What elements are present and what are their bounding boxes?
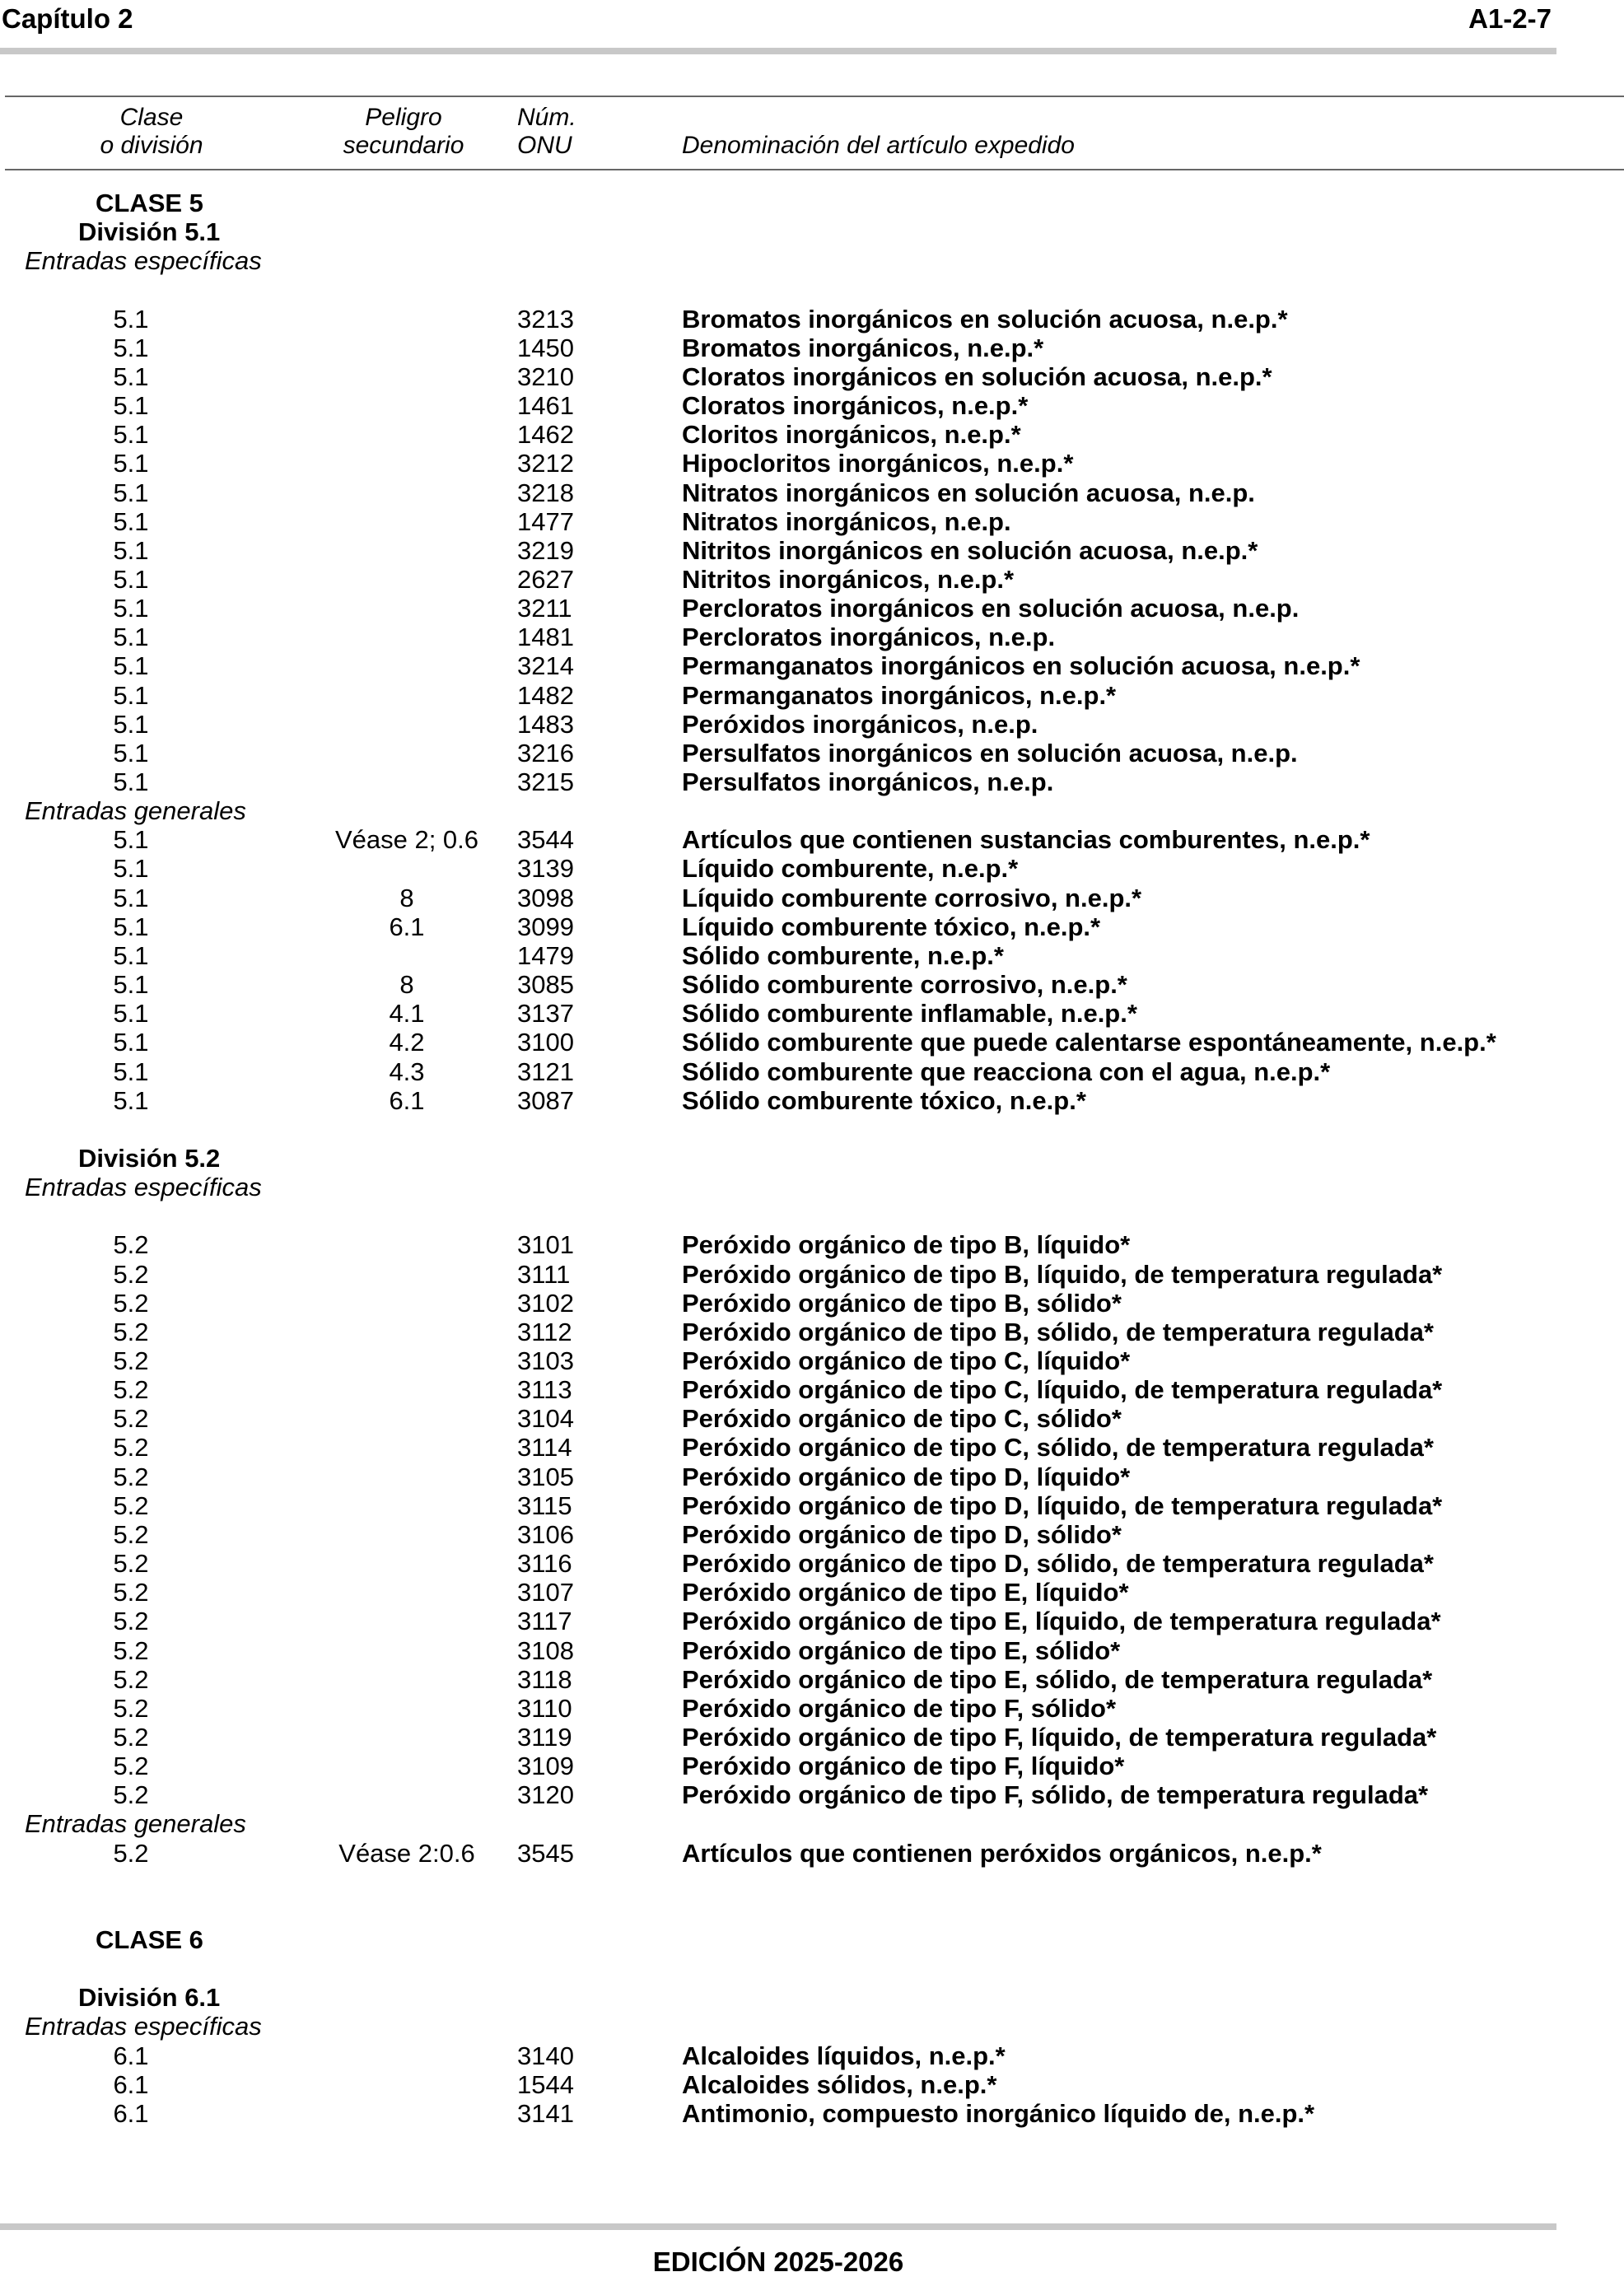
table-row xyxy=(0,594,1624,623)
table-row xyxy=(0,1636,1624,1665)
un-number-cell: 3117 xyxy=(517,1607,572,1635)
un-number-cell: 3109 xyxy=(517,1752,574,1780)
class-cell: 5.2 xyxy=(113,1752,149,1780)
class-cell: 5.2 xyxy=(113,1780,149,1809)
shipping-name-cell: Sólido comburente inflamable, n.e.p.* xyxy=(682,999,1137,1028)
class-cell: 5.2 xyxy=(113,1433,149,1462)
table-row xyxy=(0,854,1624,883)
class-cell: 5.1 xyxy=(113,970,149,999)
un-number-cell: 3104 xyxy=(517,1404,574,1433)
un-number-cell: 3210 xyxy=(517,362,574,391)
class-cell: 5.1 xyxy=(113,912,149,941)
shipping-name-cell: Alcaloides sólidos, n.e.p.* xyxy=(682,2070,997,2099)
secondary-hazard-cell: 8 xyxy=(399,884,414,912)
shipping-name-cell: Peróxido orgánico de tipo E, líquido, de temperatura regulada* xyxy=(682,1607,1441,1635)
shipping-name-cell: Peróxido orgánico de tipo F, sólido* xyxy=(682,1694,1117,1723)
secondary-hazard-cell: Véase 2:0.6 xyxy=(338,1839,475,1868)
un-number-cell: 1479 xyxy=(517,941,574,970)
table-row xyxy=(0,1607,1624,1635)
shipping-name-cell: Peróxido orgánico de tipo D, líquido, de temperatura regulada* xyxy=(682,1491,1443,1520)
shipping-name-cell: Cloratos inorgánicos, n.e.p.* xyxy=(682,391,1029,420)
table-row xyxy=(0,565,1624,594)
column-header-secondary-hazard xyxy=(321,104,486,160)
table-row xyxy=(0,739,1624,767)
shipping-name-cell: Líquido comburente corrosivo, n.e.p.* xyxy=(682,884,1142,912)
secondary-hazard-cell: 6.1 xyxy=(389,1086,425,1115)
table-row xyxy=(0,1491,1624,1520)
shipping-name-cell: Peróxido orgánico de tipo F, líquido, de temperatura regulada* xyxy=(682,1723,1437,1752)
class-cell: 5.1 xyxy=(113,478,149,507)
un-number-cell: 3216 xyxy=(517,739,574,767)
table-row xyxy=(0,912,1624,941)
shipping-name-cell: Peróxido orgánico de tipo E, sólido* xyxy=(682,1636,1121,1665)
class-cell: 5.1 xyxy=(113,623,149,651)
class-cell: 5.2 xyxy=(113,1289,149,1318)
table-row xyxy=(0,391,1624,420)
column-header-class-line1: Clase xyxy=(119,104,184,131)
table-row xyxy=(0,1694,1624,1723)
un-number-cell: 3100 xyxy=(517,1028,574,1057)
class-cell: 5.2 xyxy=(113,1520,149,1549)
shipping-name-cell: Bromatos inorgánicos en solución acuosa, n.e.p.* xyxy=(682,305,1288,334)
shipping-name-cell: Sólido comburente, n.e.p.* xyxy=(682,941,1004,970)
secondary-hazard-cell: 4.3 xyxy=(389,1057,425,1086)
table-row xyxy=(0,1057,1624,1086)
table-row xyxy=(0,1839,1624,1868)
shipping-name-cell: Sólido comburente que reacciona con el agua, n.e.p.* xyxy=(682,1057,1331,1086)
table-row xyxy=(0,1433,1624,1462)
table-row xyxy=(0,305,1624,334)
un-number-cell: 3087 xyxy=(517,1086,574,1115)
entries-subheading: Entradas específicas xyxy=(25,2012,262,2041)
class-cell: 5.2 xyxy=(113,1694,149,1723)
table-row xyxy=(0,623,1624,651)
table-row xyxy=(0,1289,1624,1318)
table-row xyxy=(0,767,1624,796)
un-number-cell: 3114 xyxy=(517,1433,572,1462)
shipping-name-cell: Sólido comburente que puede calentarse espontáneamente, n.e.p.* xyxy=(682,1028,1496,1057)
shipping-name-cell: Peróxido orgánico de tipo E, sólido, de temperatura regulada* xyxy=(682,1665,1433,1694)
table-row xyxy=(0,884,1624,912)
class-cell: 5.1 xyxy=(113,739,149,767)
secondary-hazard-cell: 4.2 xyxy=(389,1028,425,1057)
class-heading: CLASE 6 xyxy=(96,1925,203,1954)
shipping-name-cell: Sólido comburente corrosivo, n.e.p.* xyxy=(682,970,1127,999)
table-row xyxy=(0,1346,1624,1375)
chapter-title: Capítulo 2 xyxy=(2,3,133,34)
shipping-name-cell: Persulfatos inorgánicos en solución acuosa, n.e.p. xyxy=(682,739,1298,767)
shipping-name-cell: Peróxido orgánico de tipo F, sólido, de temperatura regulada* xyxy=(682,1780,1429,1809)
un-number-cell: 3085 xyxy=(517,970,574,999)
class-cell: 5.1 xyxy=(113,941,149,970)
un-number-cell: 3113 xyxy=(517,1375,572,1404)
un-number-cell: 3110 xyxy=(517,1694,572,1723)
table-row xyxy=(0,2099,1624,2128)
shipping-name-cell: Peróxido orgánico de tipo D, líquido* xyxy=(682,1463,1131,1491)
class-cell: 5.1 xyxy=(113,854,149,883)
header-rule xyxy=(0,48,1556,54)
class-cell: 5.2 xyxy=(113,1578,149,1607)
table-row xyxy=(0,2041,1624,2070)
un-number-cell: 3112 xyxy=(517,1318,572,1346)
shipping-name-cell: Artículos que contienen sustancias comburentes, n.e.p.* xyxy=(682,825,1370,854)
shipping-name-cell: Peróxido orgánico de tipo B, sólido, de temperatura regulada* xyxy=(682,1318,1434,1346)
shipping-name-cell: Nitratos inorgánicos en solución acuosa, n.e.p. xyxy=(682,478,1255,507)
class-cell: 5.2 xyxy=(113,1230,149,1259)
class-cell: 5.1 xyxy=(113,334,149,362)
edition-footer: EDICIÓN 2025-2026 xyxy=(652,2246,904,2277)
table-row xyxy=(0,536,1624,565)
shipping-name-cell: Peróxido orgánico de tipo D, sólido* xyxy=(682,1520,1122,1549)
un-number-cell: 3214 xyxy=(517,651,574,680)
table-row xyxy=(0,1520,1624,1549)
table-row xyxy=(0,420,1624,449)
un-number-cell: 3215 xyxy=(517,767,574,796)
class-cell: 6.1 xyxy=(113,2099,149,2128)
shipping-name-cell: Permanganatos inorgánicos, n.e.p.* xyxy=(682,681,1117,710)
un-number-cell: 3107 xyxy=(517,1578,574,1607)
un-number-cell: 3099 xyxy=(517,912,574,941)
shipping-name-cell: Percloratos inorgánicos, n.e.p. xyxy=(682,623,1056,651)
un-number-cell: 3119 xyxy=(517,1723,572,1752)
un-number-cell: 3106 xyxy=(517,1520,574,1549)
class-cell: 5.2 xyxy=(113,1607,149,1635)
table-row xyxy=(0,507,1624,536)
table-header-border xyxy=(5,169,1624,170)
table-row xyxy=(0,1230,1624,1259)
table-row xyxy=(0,1665,1624,1694)
un-number-cell: 3212 xyxy=(517,449,574,478)
class-cell: 5.1 xyxy=(113,1057,149,1086)
class-cell: 5.1 xyxy=(113,651,149,680)
entries-subheading: Entradas específicas xyxy=(25,1173,262,1201)
table-row xyxy=(0,1723,1624,1752)
class-cell: 5.2 xyxy=(113,1723,149,1752)
footer-rule xyxy=(0,2223,1556,2230)
entries-subheading: Entradas generales xyxy=(25,796,246,825)
un-number-cell: 3111 xyxy=(517,1260,571,1289)
table-row xyxy=(0,2070,1624,2099)
shipping-name-cell: Percloratos inorgánicos en solución acuosa, n.e.p. xyxy=(682,594,1300,623)
page-number: A1-2-7 xyxy=(1468,3,1552,34)
table-row xyxy=(0,710,1624,739)
shipping-name-cell: Peróxidos inorgánicos, n.e.p. xyxy=(682,710,1038,739)
table-row xyxy=(0,1028,1624,1057)
un-number-cell: 1462 xyxy=(517,420,574,449)
table-row xyxy=(0,1404,1624,1433)
column-header-secondary-line1: Peligro xyxy=(365,104,442,131)
un-number-cell: 3116 xyxy=(517,1549,572,1578)
table-row xyxy=(0,970,1624,999)
column-header-un-line1: Núm. xyxy=(517,104,576,131)
class-cell: 5.1 xyxy=(113,710,149,739)
table-row xyxy=(0,1086,1624,1115)
class-cell: 5.1 xyxy=(113,825,149,854)
shipping-name-cell: Bromatos inorgánicos, n.e.p.* xyxy=(682,334,1044,362)
shipping-name-cell: Alcaloides líquidos, n.e.p.* xyxy=(682,2041,1006,2070)
un-number-cell: 3544 xyxy=(517,825,574,854)
class-cell: 5.2 xyxy=(113,1260,149,1289)
shipping-name-cell: Peróxido orgánico de tipo C, sólido* xyxy=(682,1404,1122,1433)
secondary-hazard-cell: 4.1 xyxy=(389,999,425,1028)
shipping-name-cell: Peróxido orgánico de tipo B, líquido* xyxy=(682,1230,1131,1259)
class-cell: 5.1 xyxy=(113,507,149,536)
un-number-cell: 3139 xyxy=(517,854,574,883)
un-number-cell: 3218 xyxy=(517,478,574,507)
table-row xyxy=(0,941,1624,970)
secondary-hazard-cell: 6.1 xyxy=(389,912,425,941)
table-row xyxy=(0,334,1624,362)
class-cell: 5.1 xyxy=(113,1028,149,1057)
shipping-name-cell: Permanganatos inorgánicos en solución acuosa, n.e.p.* xyxy=(682,651,1360,680)
un-number-cell: 3213 xyxy=(517,305,574,334)
table-row xyxy=(0,1318,1624,1346)
class-cell: 5.1 xyxy=(113,420,149,449)
table-row xyxy=(0,478,1624,507)
class-cell: 5.2 xyxy=(113,1665,149,1694)
entries-subheading: Entradas específicas xyxy=(25,246,262,275)
un-number-cell: 3115 xyxy=(517,1491,572,1520)
table-row xyxy=(0,825,1624,854)
table-row xyxy=(0,1780,1624,1809)
division-heading: División 5.2 xyxy=(78,1144,221,1173)
entries-subheading: Entradas generales xyxy=(25,1809,246,1838)
class-cell: 5.2 xyxy=(113,1463,149,1491)
column-header-un-number xyxy=(517,104,576,160)
un-number-cell: 1483 xyxy=(517,710,574,739)
class-cell: 6.1 xyxy=(113,2041,149,2070)
shipping-name-cell: Nitritos inorgánicos, n.e.p.* xyxy=(682,565,1015,594)
class-cell: 5.2 xyxy=(113,1404,149,1433)
class-cell: 5.1 xyxy=(113,449,149,478)
shipping-name-cell: Artículos que contienen peróxidos orgánicos, n.e.p.* xyxy=(682,1839,1322,1868)
un-number-cell: 1544 xyxy=(517,2070,574,2099)
class-cell: 5.2 xyxy=(113,1318,149,1346)
division-heading: División 5.1 xyxy=(78,217,221,246)
un-number-cell: 1450 xyxy=(517,334,574,362)
table-row xyxy=(0,651,1624,680)
un-number-cell: 3118 xyxy=(517,1665,572,1694)
un-number-cell: 1482 xyxy=(517,681,574,710)
un-number-cell: 1461 xyxy=(517,391,574,420)
table-row xyxy=(0,1549,1624,1578)
un-number-cell: 3219 xyxy=(517,536,574,565)
class-cell: 5.2 xyxy=(113,1346,149,1375)
un-number-cell: 3211 xyxy=(517,594,572,623)
class-cell: 5.1 xyxy=(113,1086,149,1115)
un-number-cell: 3103 xyxy=(517,1346,574,1375)
class-cell: 5.1 xyxy=(113,391,149,420)
table-row xyxy=(0,1463,1624,1491)
class-cell: 5.1 xyxy=(113,767,149,796)
shipping-name-cell: Líquido comburente tóxico, n.e.p.* xyxy=(682,912,1101,941)
shipping-name-cell: Hipocloritos inorgánicos, n.e.p.* xyxy=(682,449,1074,478)
un-number-cell: 3137 xyxy=(517,999,574,1028)
division-heading: División 6.1 xyxy=(78,1983,221,2012)
class-cell: 5.1 xyxy=(113,536,149,565)
column-header-secondary-line2: secundario xyxy=(343,132,464,159)
un-number-cell: 3102 xyxy=(517,1289,574,1318)
class-cell: 5.1 xyxy=(113,681,149,710)
shipping-name-cell: Peróxido orgánico de tipo B, líquido, de temperatura regulada* xyxy=(682,1260,1443,1289)
shipping-name-cell: Persulfatos inorgánicos, n.e.p. xyxy=(682,767,1054,796)
secondary-hazard-cell: 8 xyxy=(399,970,414,999)
un-number-cell: 3120 xyxy=(517,1780,574,1809)
table-row xyxy=(0,449,1624,478)
table-row xyxy=(0,1260,1624,1289)
column-header-class-line2: o división xyxy=(100,132,203,159)
class-cell: 6.1 xyxy=(113,2070,149,2099)
table-row xyxy=(0,999,1624,1028)
un-number-cell: 1481 xyxy=(517,623,574,651)
table-row xyxy=(0,1752,1624,1780)
un-number-cell: 3140 xyxy=(517,2041,574,2070)
class-cell: 5.1 xyxy=(113,565,149,594)
shipping-name-cell: Peróxido orgánico de tipo C, líquido, de temperatura regulada* xyxy=(682,1375,1443,1404)
class-cell: 5.2 xyxy=(113,1636,149,1665)
shipping-name-cell: Peróxido orgánico de tipo C, sólido, de temperatura regulada* xyxy=(682,1433,1434,1462)
class-cell: 5.2 xyxy=(113,1491,149,1520)
un-number-cell: 3108 xyxy=(517,1636,574,1665)
un-number-cell: 2627 xyxy=(517,565,574,594)
table-row xyxy=(0,1578,1624,1607)
class-cell: 5.2 xyxy=(113,1839,149,1868)
un-number-cell: 3101 xyxy=(517,1230,574,1259)
shipping-name-cell: Cloratos inorgánicos en solución acuosa, n.e.p.* xyxy=(682,362,1272,391)
shipping-name-cell: Sólido comburente tóxico, n.e.p.* xyxy=(682,1086,1086,1115)
class-cell: 5.1 xyxy=(113,999,149,1028)
table-row xyxy=(0,1375,1624,1404)
class-cell: 5.1 xyxy=(113,594,149,623)
shipping-name-cell: Nitritos inorgánicos en solución acuosa, n.e.p.* xyxy=(682,536,1258,565)
class-heading: CLASE 5 xyxy=(96,189,203,217)
class-cell: 5.1 xyxy=(113,884,149,912)
un-number-cell: 3121 xyxy=(517,1057,574,1086)
shipping-name-cell: Peróxido orgánico de tipo C, líquido* xyxy=(682,1346,1131,1375)
table-top-border xyxy=(5,96,1624,97)
column-header-class xyxy=(82,104,221,160)
shipping-name-cell: Peróxido orgánico de tipo B, sólido* xyxy=(682,1289,1122,1318)
shipping-name-cell: Líquido comburente, n.e.p.* xyxy=(682,854,1019,883)
table-row xyxy=(0,681,1624,710)
class-cell: 5.2 xyxy=(113,1549,149,1578)
table-row xyxy=(0,362,1624,391)
un-number-cell: 3098 xyxy=(517,884,574,912)
un-number-cell: 1477 xyxy=(517,507,574,536)
shipping-name-cell: Nitratos inorgánicos, n.e.p. xyxy=(682,507,1011,536)
un-number-cell: 3105 xyxy=(517,1463,574,1491)
column-header-un-line2: ONU xyxy=(517,132,572,159)
secondary-hazard-cell: Véase 2; 0.6 xyxy=(334,825,479,854)
shipping-name-cell: Peróxido orgánico de tipo F, líquido* xyxy=(682,1752,1125,1780)
class-cell: 5.1 xyxy=(113,305,149,334)
column-header-shipping-name: Denominación del artículo expedido xyxy=(682,132,1075,159)
shipping-name-cell: Antimonio, compuesto inorgánico líquido de, n.e.p.* xyxy=(682,2099,1315,2128)
un-number-cell: 3545 xyxy=(517,1839,574,1868)
class-cell: 5.2 xyxy=(113,1375,149,1404)
shipping-name-cell: Peróxido orgánico de tipo E, líquido* xyxy=(682,1578,1129,1607)
un-number-cell: 3141 xyxy=(517,2099,574,2128)
shipping-name-cell: Peróxido orgánico de tipo D, sólido, de temperatura regulada* xyxy=(682,1549,1434,1578)
class-cell: 5.1 xyxy=(113,362,149,391)
shipping-name-cell: Cloritos inorgánicos, n.e.p.* xyxy=(682,420,1021,449)
